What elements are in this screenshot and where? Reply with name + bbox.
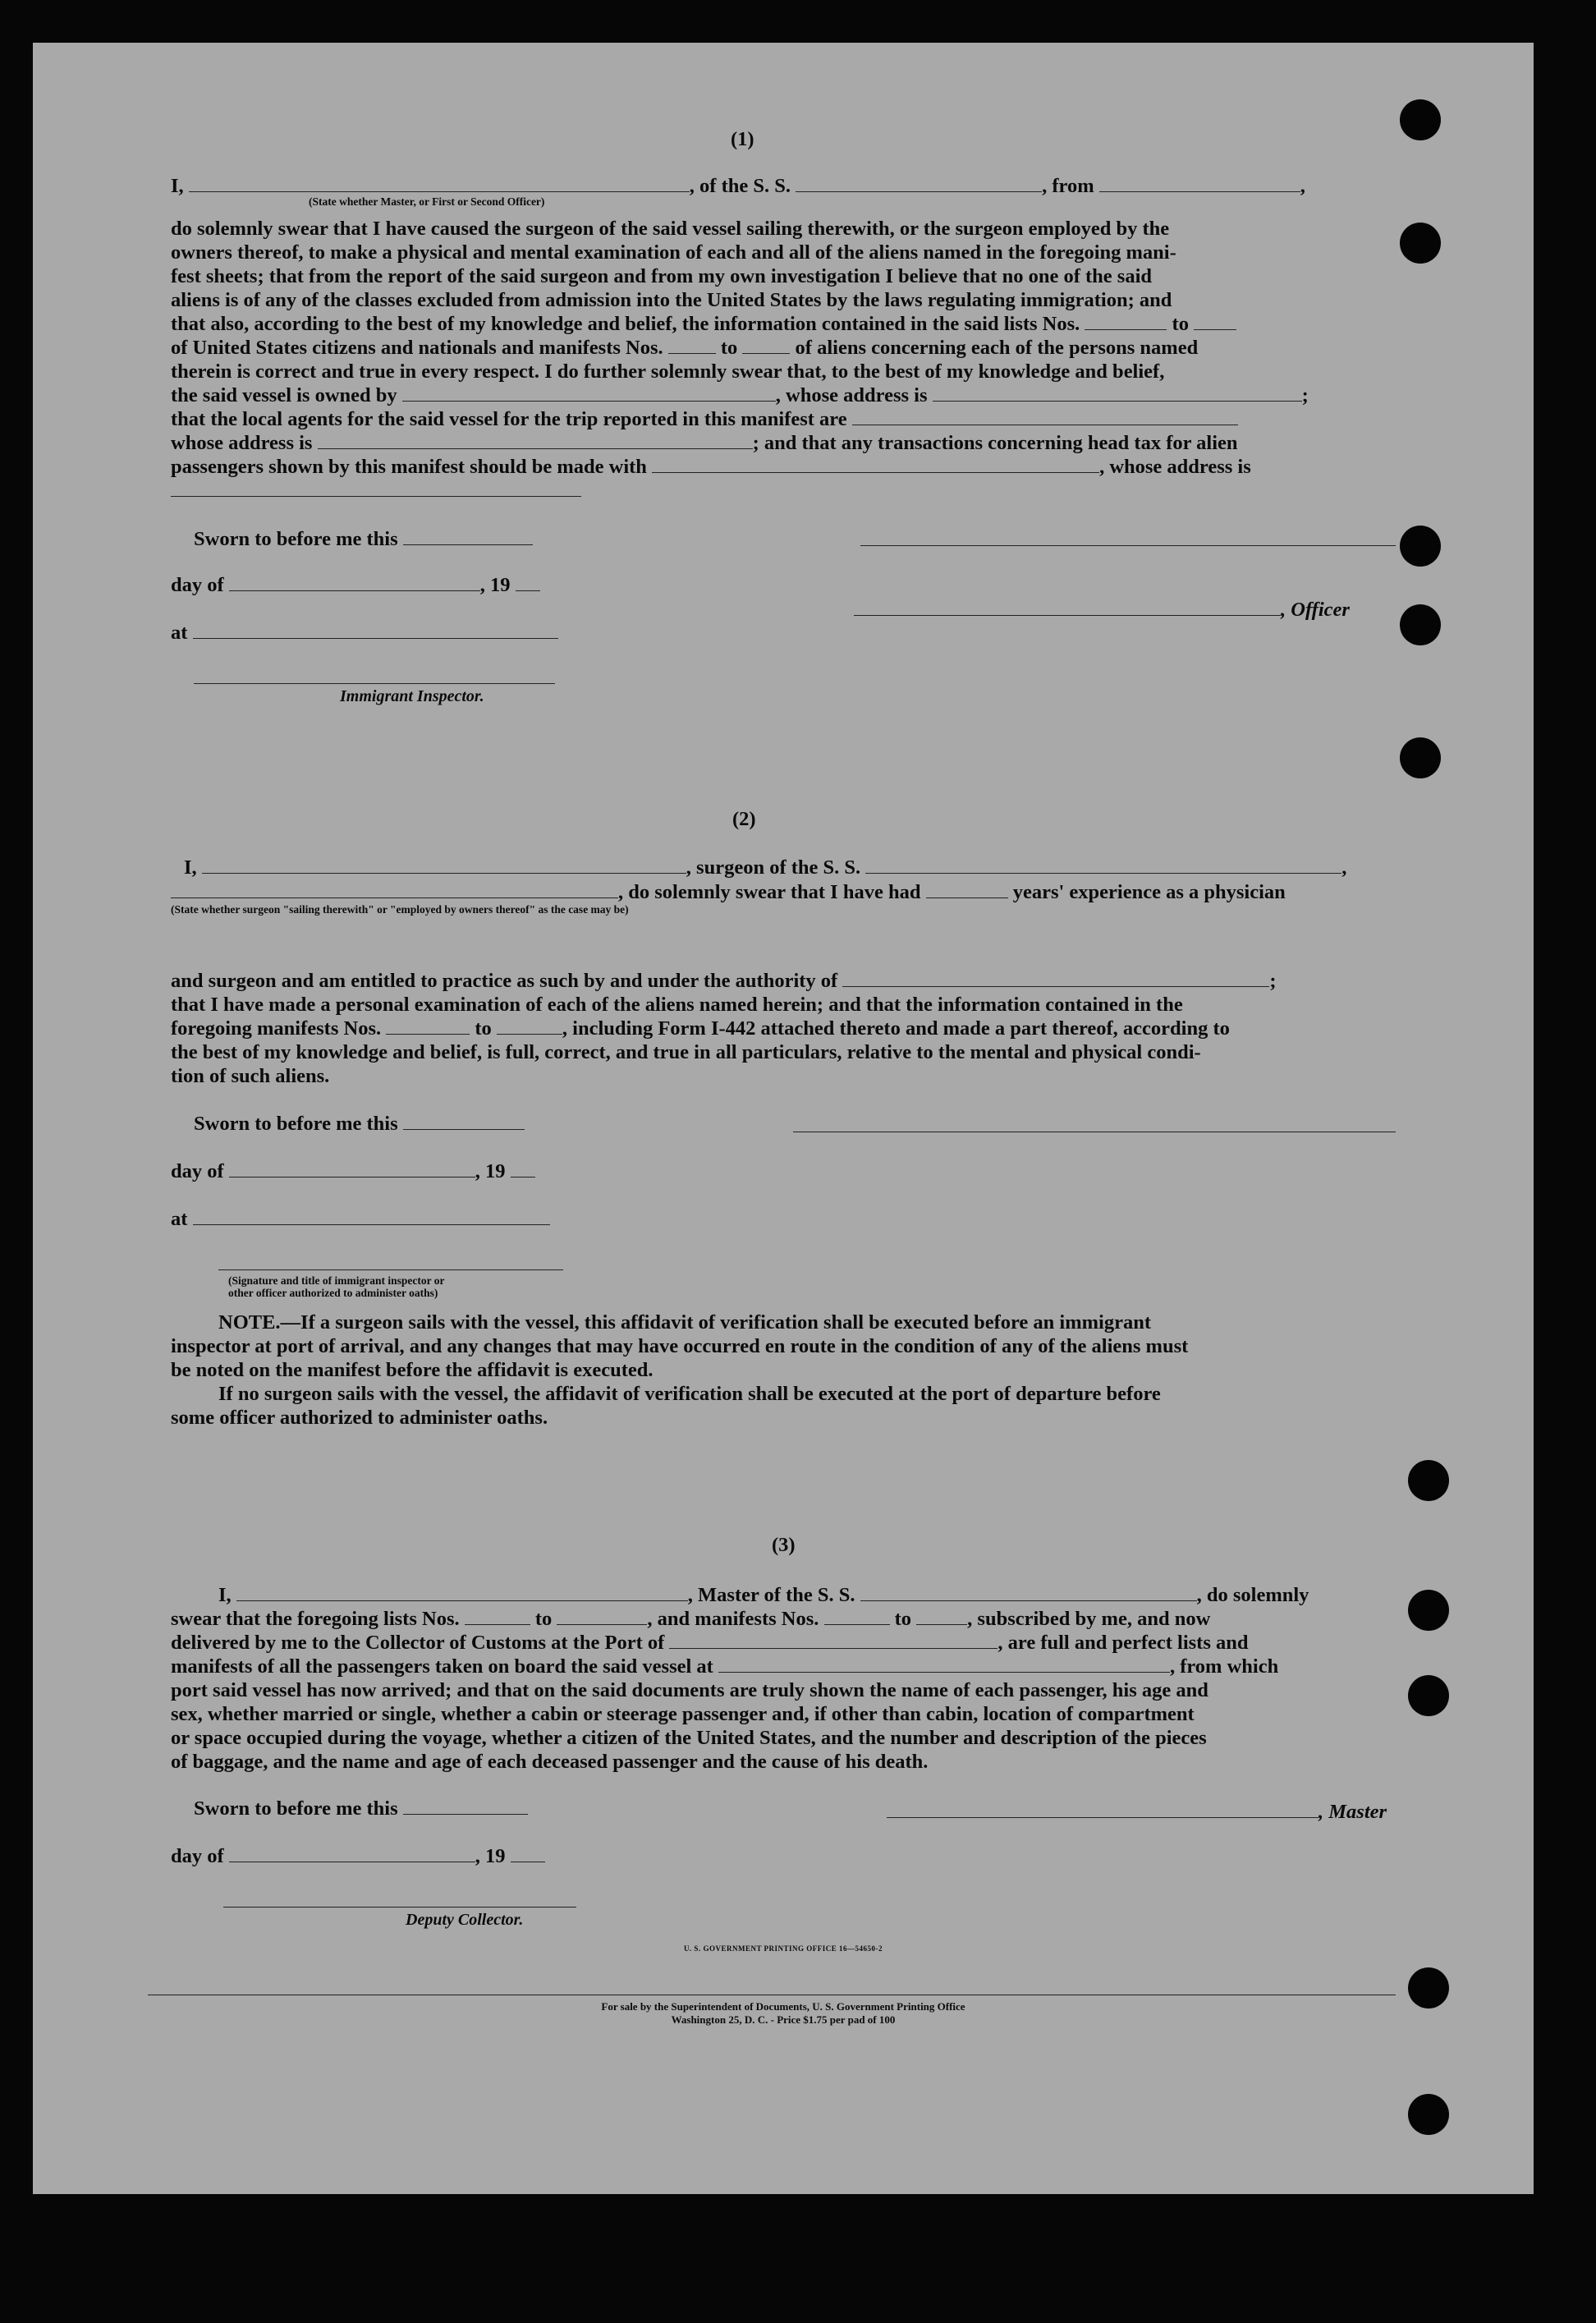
deputy-collector-label: Deputy Collector. [406,1911,524,1929]
section-1-line-9: that the local agents for the said vessel for the trip reported in this manifest are [171,407,1238,431]
section-1-line-11: passengers shown by this manifest should be made with , whose address is [171,456,1251,478]
deputy-signature-line [223,1907,576,1908]
binder-hole [1408,1675,1449,1716]
section-2-heading: (2) [732,808,756,830]
section-3-line-2: swear that the foregoing lists Nos. to , and manifests Nos. to , subscribed by me, and now [171,1608,1211,1630]
section-3-line-7: or space occupied during the voyage, whether a citizen of the United States, and the number and description of the pieces [171,1727,1207,1749]
section-3-lists-to-field[interactable] [557,1609,647,1625]
ship-name-field[interactable] [796,177,1042,192]
officer-signature-field[interactable] [854,600,1281,616]
section-3-line-6: sex, whether married or single, whether a cabin or steerage passenger and, if other than cabin, location of compartment [171,1703,1195,1725]
section-2-line-5: the best of my knowledge and belief, is full, correct, and true in all particulars, relative to the mental and physical condi- [171,1041,1201,1063]
section-2-line-3: that I have made a personal examination of each of the aliens named herein; and that the information contained in the [171,994,1183,1016]
section-3-sworn-day-field[interactable] [403,1799,528,1815]
printer-imprint: U. S. GOVERNMENT PRINTING OFFICE 16—54650-2 [683,1944,883,1953]
section-2-at: at [171,1207,550,1231]
binder-hole [1400,99,1441,140]
section-2-sworn-day-field[interactable] [403,1114,525,1130]
section-1-year-field[interactable] [516,576,540,591]
section-2-signature-line [218,1269,563,1270]
section-3-manifests-to-field[interactable] [916,1609,967,1625]
surgeon-status-field[interactable] [171,883,618,898]
section-1-line-6: of United States citizens and nationals and manifests Nos. to of aliens concerning each of the persons named [171,337,1199,359]
binder-hole [1400,526,1441,567]
section-1-right-rule [860,545,1396,546]
section-1-intro: I, , of the S. S. , from , [171,175,1305,197]
port-of-collection-field[interactable] [669,1633,998,1649]
head-tax-party-field[interactable] [652,457,1099,473]
surgeon-name-field[interactable] [202,858,686,874]
section-2-intro: I, , surgeon of the S. S. , [184,856,1347,879]
section-3-master-signature: , Master [887,1800,1387,1824]
section-2-line-6: tion of such aliens. [171,1065,330,1087]
from-port-field[interactable] [1099,177,1300,192]
signature-hint-1: (Signature and title of immigrant inspector or [228,1274,445,1287]
section-3-line-5: port said vessel has now arrived; and that on the said documents are truly shown the name of each passenger, his age and [171,1679,1208,1701]
manifests-from-field[interactable] [668,338,716,354]
binder-hole [1400,737,1441,778]
section-1-month-field[interactable] [229,576,480,591]
binder-hole [1408,1967,1449,2009]
note-line-3: be noted on the manifest before the affidavit is executed. [171,1359,654,1381]
section-1-place-field[interactable] [193,623,558,639]
binder-hole [1400,223,1441,264]
authority-field[interactable] [842,971,1269,987]
section-1-at: at [171,621,558,645]
sale-line-1: For sale by the Superintendent of Documents, U. S. Government Printing Office [601,2000,965,2013]
section-3-lists-from-field[interactable] [465,1609,530,1625]
section-2-line-2: and surgeon and am entitled to practice as such by and under the authority of ; [171,970,1277,992]
section-3-line-4: manifests of all the passengers taken on board the said vessel at , from which [171,1655,1279,1678]
section-3-year-field[interactable] [511,1847,545,1862]
local-agents-field[interactable] [852,410,1238,425]
owner-address-field[interactable] [933,386,1302,402]
section-1-rule [171,496,581,497]
owner-field[interactable] [402,386,776,402]
section-2-month-field[interactable] [229,1162,475,1178]
section-1-line-2: owners thereof, to make a physical and mental examination of each and all of the aliens named in the foregoing mani- [171,241,1176,264]
section-3-master-field[interactable] [236,1586,688,1601]
form-sheet [33,43,1534,2194]
section-2-sworn: Sworn to before me this [194,1112,525,1136]
section-3-month-field[interactable] [229,1847,475,1862]
section-3-sworn: Sworn to before me this [194,1797,528,1820]
section-2-manifests-from-field[interactable] [386,1019,470,1035]
binder-hole [1408,2094,1449,2135]
section-1-day-of: day of , 19 [171,573,540,597]
sale-line-2: Washington 25, D. C. - Price $1.75 per pad of 100 [671,2013,896,2026]
master-hint: (State whether Master, or First or Second Officer) [309,195,545,208]
section-1-line-10: whose address is ; and that any transactions concerning head tax for alien [171,432,1238,454]
section-3-heading: (3) [772,1534,796,1556]
section-1-line-5: that also, according to the best of my knowledge and belief, the information contained in the said lists Nos. to [171,312,1236,336]
note-line-2: inspector at port of arrival, and any changes that may have occurred en route in the condition of any of the aliens must [171,1335,1189,1357]
section-1-heading: (1) [731,128,754,150]
lists-to-field[interactable] [1194,314,1236,330]
section-3-manifests-from-field[interactable] [824,1609,890,1625]
section-2-swear: , do solemnly swear that I have had years' experience as a physician [171,880,1286,904]
section-1-officer: , Officer [854,598,1350,622]
surgeon-status-hint: (State whether surgeon "sailing therewith" or "employed by owners thereof" as the case may be) [171,903,629,916]
section-3-intro: I, , Master of the S. S. , do solemnly [218,1584,1309,1606]
section-3-line-3: delivered by me to the Collector of Customs at the Port of , are full and perfect lists and [171,1632,1249,1654]
section-3-day-of: day of , 19 [171,1844,545,1868]
lists-from-field[interactable] [1085,314,1167,330]
section-1-sworn-day-field[interactable] [403,530,533,545]
note-line-5: some officer authorized to administer oaths. [171,1407,548,1429]
note-line-1: NOTE.—If a surgeon sails with the vessel, this affidavit of verification shall be executed before an immigrant [218,1311,1152,1334]
section-1-line-4: aliens is of any of the classes excluded from admission into the United States by the laws regulating immigration; and [171,289,1172,311]
binder-hole [1400,604,1441,645]
agents-address-field[interactable] [318,434,753,449]
section-2-place-field[interactable] [193,1210,550,1225]
manifests-to-field[interactable] [742,338,790,354]
binder-hole [1408,1460,1449,1501]
master-signature-field[interactable] [887,1802,1319,1818]
section-2-line-4: foregoing manifests Nos. to , including Form I-442 attached thereto and made a part thereof, according to [171,1017,1230,1040]
section-1-line-3: fest sheets; that from the report of the said surgeon and from my own investigation I believe that no one of the said [171,265,1152,287]
immigrant-inspector-label: Immigrant Inspector. [340,687,484,705]
inspector-signature-line [194,683,555,684]
section-1-line-8: the said vessel is owned by , whose address is ; [171,384,1309,406]
section-2-year-field[interactable] [511,1162,535,1178]
section-1-sworn: Sworn to before me this [194,527,533,551]
section-2-day-of: day of , 19 [171,1159,535,1183]
section-3-ship-field[interactable] [860,1586,1197,1601]
note-line-4: If no surgeon sails with the vessel, the affidavit of verification shall be executed at the port of departure before [218,1383,1161,1405]
section-2-ship-field[interactable] [865,858,1341,874]
port-of-boarding-field[interactable] [718,1657,1170,1673]
section-1-line-1: do solemnly swear that I have caused the surgeon of the said vessel sailing therewith, or the surgeon employed by the [171,218,1170,240]
section-3-line-8: of baggage, and the name and age of each deceased passenger and the cause of his death. [171,1751,929,1773]
section-2-manifests-to-field[interactable] [497,1019,562,1035]
signature-hint-2: other officer authorized to administer oaths) [228,1287,438,1299]
section-1-line-7: therein is correct and true in every respect. I do further solemnly swear that, to the best of my knowledge and belief, [171,360,1165,383]
master-name-field[interactable] [189,177,690,192]
binder-hole [1408,1590,1449,1631]
years-experience-field[interactable] [926,883,1008,898]
